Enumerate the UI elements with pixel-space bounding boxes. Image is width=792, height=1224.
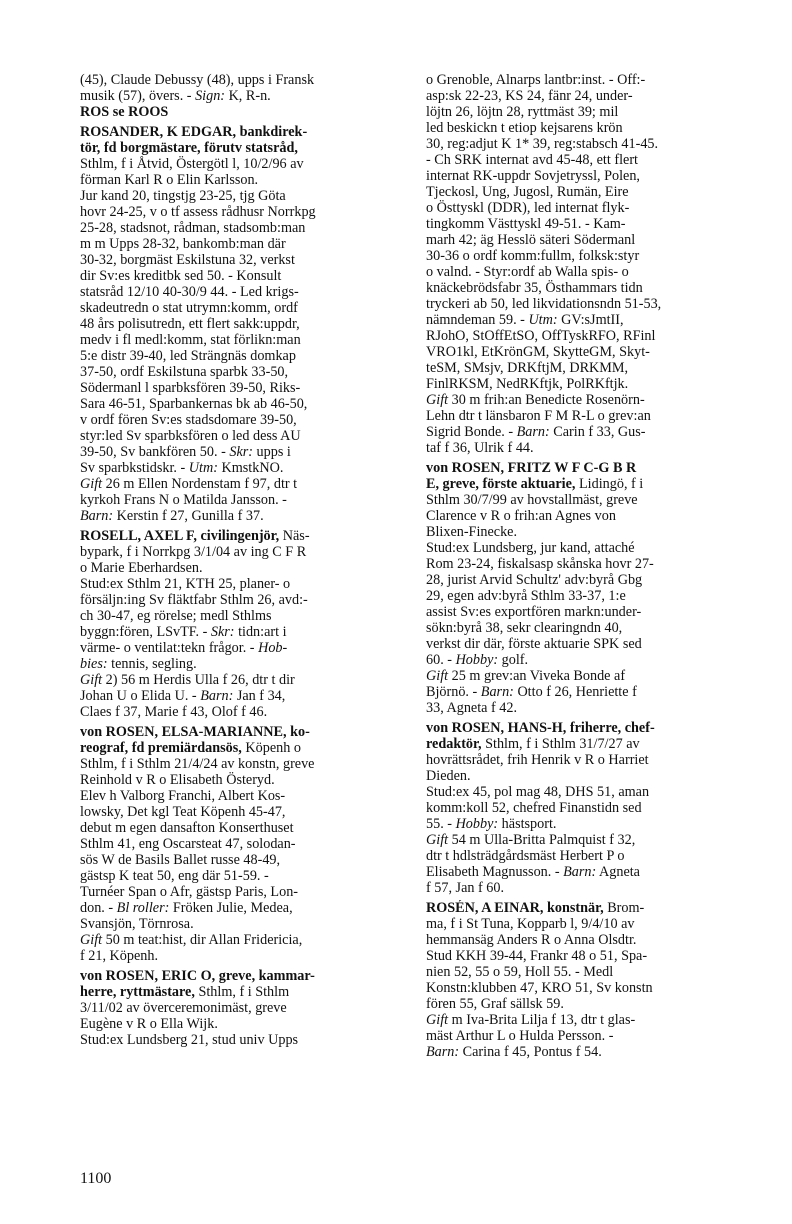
text-line [80,172,408,188]
text-line [80,140,408,156]
body-text: Näs- [279,528,310,544]
body-text: RJohO, StOffEtSO, OffTyskRFO, RFinl [426,328,656,344]
text-line [426,344,754,360]
body-text: Sthlm, f i Åtvid, Östergötl l, 10/2/96 av [80,156,304,172]
text-line [426,72,754,88]
text-line [80,948,408,964]
text-line [80,788,408,804]
body-text: hemmansäg Anders R o Anna Olsdtr. [426,932,637,948]
body-text: 33, Agneta f 42. [426,700,518,716]
field-label-text: Barn: [426,1044,460,1060]
entry-heading-text: ROSÉN, A EINAR, konstnär, [426,900,604,916]
text-line [80,560,408,576]
body-text: Blixen-Finecke. [426,524,518,540]
body-text: Lehn dtr t länsbaron F M R-L o grev:an [426,408,651,424]
text-line [426,168,754,184]
body-text: VRO1kl, EtKrönGM, SkytteGM, Skyt- [426,344,650,360]
field-label-text: Gift [426,1012,449,1028]
body-text: fören 55, Graf sällsk 59. [426,996,564,1012]
text-line [80,332,408,348]
field-label-text: Gift [80,932,103,948]
body-text: löjtn 26, löjtn 28, ryttmäst 39; mil [426,104,619,120]
text-line [426,460,754,476]
body-text: marh 42; äg Hesslö säteri Södermanl [426,232,636,248]
text-line [426,232,754,248]
body-text: medv i fl medl:komm, stat förlikn:man [80,332,301,348]
body-text: led beskickn t etiop kejsarens krön [426,120,623,136]
body-text: hästsport. [498,816,557,832]
body-text: Sthlm, f i Sthlm 21/4/24 av konstn, greve [80,756,315,772]
text-line [426,588,754,604]
field-label-text: Gift [426,668,449,684]
text-line [426,736,754,752]
text-line [426,312,754,328]
body-text: 3/11/02 av överceremonimäst, greve [80,1000,287,1016]
text-line [80,968,408,984]
text-line [80,528,408,544]
body-text: Björnö. - [426,684,481,700]
text-line [80,88,408,104]
entry-heading-text: von ROSEN, ELSA-MARIANNE, ko- [80,724,310,740]
body-text: Stud:ex Lundsberg, jur kand, attaché [426,540,635,556]
text-line [80,508,408,524]
body-text: asp:sk 22-23, KS 24, fänr 24, under- [426,88,633,104]
text-line [80,820,408,836]
body-text: 25 m grev:an Viveka Bonde af [448,668,626,684]
body-text: m Iva-Brita Lilja f 13, dtr t glas- [448,1012,636,1028]
body-text: o valnd. - Styr:ordf ab Walla spis- o [426,264,629,280]
body-text: Sara 46-51, Sparbankernas bk ab 46-50, [80,396,308,412]
text-line [426,152,754,168]
field-label-text: Gift [80,476,103,492]
body-text: Dieden. [426,768,471,784]
body-text: Claes f 37, Marie f 43, Olof f 46. [80,704,268,720]
body-text: knäckebrödsfabr 35, Östhammars tidn [426,280,643,296]
text-line [426,360,754,376]
body-text: Agneta [596,864,640,880]
body-text: internat RK-uppdr Sovjetryssl, Polen, [426,168,640,184]
text-line [80,756,408,772]
body-text: Lidingö, f i [575,476,644,492]
body-text: m m Upps 28-32, bankomb:man där [80,236,286,252]
text-line [426,408,754,424]
text-line [80,868,408,884]
body-text: 30-36 o ordf komm:fullm, folksk:styr [426,248,640,264]
text-line [80,576,408,592]
body-text: Carin f 33, Gus- [549,424,646,440]
body-text: Elev h Valborg Franchi, Albert Kos- [80,788,286,804]
body-text: dtr t hdlsträdgårdsmäst Herbert P o [426,848,625,864]
body-text: Johan U o Elida U. - [80,688,201,704]
text-line [80,1016,408,1032]
body-text: förman Karl R o Elin Karlsson. [80,172,259,188]
body-text: kyrkoh Frans N o Matilda Jansson. - [80,492,287,508]
text-line [80,984,408,1000]
text-line [80,300,408,316]
body-text: 30 m frih:an Benedicte Rosenörn- [448,392,645,408]
text-line [80,852,408,868]
text-line [426,264,754,280]
text-line [80,1032,408,1048]
body-text: 30, reg:adjut K 1* 39, reg:stabsch 41-45. [426,136,659,152]
field-label-text: Skr: [229,444,253,460]
text-line [426,104,754,120]
body-text: statsråd 12/10 40-30/9 44. - Led krigs- [80,284,299,300]
text-line [426,184,754,200]
field-label-text: Hobby: [455,652,499,668]
text-line [426,948,754,964]
text-line [80,72,408,88]
text-line [80,156,408,172]
body-text: hovr 24-25, v o tf assess rådhusr Norrkpg [80,204,316,220]
text-line [80,624,408,640]
body-text: 5:e distr 39-40, led Strängnäs domkap [80,348,296,364]
entry-heading-text: ROSANDER, K EDGAR, bankdirek- [80,124,308,140]
text-line [426,880,754,896]
body-text: försäljn:ing Sv fläktfabr Sthlm 26, avd:- [80,592,308,608]
body-text: Sthlm 41, eng Oscarsteat 47, solodan- [80,836,296,852]
text-line [80,688,408,704]
body-text: Elisabeth Magnusson. - [426,864,564,880]
text-line [426,88,754,104]
body-text: KmstkNO. [217,460,284,476]
body-text: Stud KKH 39-44, Frankr 48 o 51, Spa- [426,948,648,964]
text-line [80,656,408,672]
text-line [80,236,408,252]
field-label-text: Gift [80,672,103,688]
text-line [80,740,408,756]
body-text: Jur kand 20, tingstjg 23-25, tjg Göta [80,188,286,204]
text-line [426,816,754,832]
body-text: Sv sparbkstidskr. - [80,460,189,476]
left-column [80,72,408,1048]
body-text: Tjeckosl, Ung, Jugosl, Rumän, Eire [426,184,629,200]
text-line [80,704,408,720]
text-line [426,540,754,556]
text-line [426,752,754,768]
body-text: sökn:byrå 38, sekr clearingndn 40, [426,620,623,636]
body-text: Svansjön, Törnrosa. [80,916,194,932]
text-line [80,412,408,428]
text-line [426,572,754,588]
field-label-text: Barn: [516,424,550,440]
text-line [80,640,408,656]
text-line [426,668,754,684]
body-text: 54 m Ulla-Britta Palmquist f 32, [448,832,636,848]
body-text: dir Sv:es kreditbk sed 50. - Konsult [80,268,282,284]
text-line [80,884,408,900]
text-line [426,620,754,636]
body-text: nien 52, 55 o 59, Holl 55. - Medl [426,964,614,980]
text-line [426,848,754,864]
text-line [426,932,754,948]
body-text: ch 30-47, eg rörelse; medl Sthlms [80,608,272,624]
body-text: byggn:fören, LSvTF. - [80,624,211,640]
text-line [80,316,408,332]
entry-heading-text: ROS se ROOS [80,104,169,120]
text-line [80,672,408,688]
entry-heading-text: redaktör, [426,736,482,752]
text-line [80,1000,408,1016]
body-text: Reinhold v R o Elisabeth Österyd. [80,772,275,788]
body-text: Fröken Julie, Medea, [169,900,293,916]
body-text: Konstn:klubben 47, KRO 51, Sv konstn [426,980,653,996]
text-line [80,204,408,220]
field-label-text: Utm: [188,460,218,476]
page-number: 1100 [80,1170,112,1187]
body-text: komm:koll 52, chefred Finanstidn sed [426,800,642,816]
text-line [80,804,408,820]
body-text: v ordf fören Sv:es stadsdomare 39-50, [80,412,297,428]
field-label-text: Bl roller: [116,900,170,916]
field-label-text: Barn: [480,684,514,700]
body-text: Sigrid Bonde. - [426,424,517,440]
body-text: sös W de Basils Ballet russe 48-49, [80,852,281,868]
body-text: Otto f 26, Henriette f [513,684,637,700]
right-column [426,72,754,1060]
body-text: teSM, SMsjv, DRKftjM, DRKMM, [426,360,629,376]
text-line [80,380,408,396]
text-line [80,284,408,300]
text-line [80,252,408,268]
text-line [80,836,408,852]
entry-heading-text: ROSELL, AXEL F, civilingenjör, [80,528,280,544]
text-line [426,280,754,296]
body-text: - Ch SRK internat avd 45-48, ett flert [426,152,638,168]
field-label-text: Sign: [195,88,226,104]
text-line [80,608,408,624]
body-text: Brom- [603,900,645,916]
body-text: Stud:ex 45, pol mag 48, DHS 51, aman [426,784,650,800]
text-line [426,916,754,932]
body-text: o Marie Eberhardsen. [80,560,203,576]
text-line [80,900,408,916]
text-line [426,120,754,136]
entry-heading-text: tör, fd borgmästare, förutv statsråd, [80,140,298,156]
body-text: verkst dir där, förste aktuarie SPK sed [426,636,642,652]
body-text: 60. - [426,652,456,668]
text-line [426,216,754,232]
field-label-text: Barn: [80,508,114,524]
text-line [80,124,408,140]
text-line [426,636,754,652]
body-text: Eugène v R o Ella Wijk. [80,1016,218,1032]
text-line [426,508,754,524]
text-line [80,592,408,608]
text-line [426,200,754,216]
text-line [426,1012,754,1028]
text-line [80,364,408,380]
text-line [426,864,754,880]
text-line [80,188,408,204]
body-text: Jan f 34, [233,688,286,704]
body-text: Stud:ex Lundsberg 21, stud univ Upps [80,1032,299,1048]
text-line [426,476,754,492]
body-text: 48 års polisutredn, ett flert sakk:uppdr, [80,316,300,332]
entry-heading-text: von ROSEN, FRITZ W F C-G B R [426,460,637,476]
body-text: K, R-n. [225,88,271,104]
text-line [80,104,408,120]
body-text: ma, f i St Tuna, Kopparb l, 9/4/10 av [426,916,635,932]
body-text: Södermanl l sparbksfören 39-50, Riks- [80,380,301,396]
body-text: (45), Claude Debussy (48), upps i Fransk [80,72,315,88]
text-line [426,556,754,572]
body-text: lowsky, Det kgl Teat Köpenh 45-47, [80,804,286,820]
body-text: Köpenh o [241,740,301,756]
text-line [80,724,408,740]
text-line [80,444,408,460]
entry-heading-text: von ROSEN, HANS-H, friherre, chef- [426,720,655,736]
body-text: tryckeri ab 50, led likvidationsndn 51-53, [426,296,662,312]
body-text: 39-50, Sv bankfören 50. - [80,444,230,460]
body-text: 30-32, borgmäst Eskilstuna 32, verkst [80,252,295,268]
text-line [426,700,754,716]
body-text: tennis, segling. [107,656,197,672]
body-text: 28, jurist Arvid Schultz' adv:byrå Gbg [426,572,643,588]
text-line [426,524,754,540]
text-line [426,684,754,700]
text-line [80,544,408,560]
body-text: skadeutredn o stat utrymn:komm, ordf [80,300,298,316]
body-text: Sthlm, f i Sthlm [194,984,290,1000]
text-line [426,832,754,848]
body-text: debut m egen dansafton Konserthuset [80,820,294,836]
field-label-text: Gift [426,392,449,408]
field-label-text: Hob- [258,640,288,656]
text-line [426,376,754,392]
body-text: o Östtyskl (DDR), led internat flyk- [426,200,630,216]
text-line [426,1028,754,1044]
text-line [426,296,754,312]
text-line [80,348,408,364]
text-line [426,800,754,816]
text-line [426,492,754,508]
body-text: nämndeman 59. - [426,312,529,328]
body-text: f 57, Jan f 60. [426,880,505,896]
text-line [426,980,754,996]
body-text: don. - [80,900,117,916]
text-line [426,136,754,152]
body-text: 37-50, ordf Eskilstuna sparbk 33-50, [80,364,289,380]
field-label-text: Utm: [528,312,558,328]
body-text: upps i [252,444,291,460]
text-line [426,392,754,408]
body-text: Sthlm, f i Sthlm 31/7/27 av [481,736,640,752]
entry-heading-text: von ROSEN, ERIC O, greve, kammar- [80,968,315,984]
entry-heading-text: reograf, fd premiärdansös, [80,740,242,756]
text-line [80,460,408,476]
text-line [80,396,408,412]
text-line [80,772,408,788]
body-text: f 21, Köpenh. [80,948,159,964]
body-text: Carina f 45, Pontus f 54. [459,1044,602,1060]
text-line [80,428,408,444]
body-text: gästsp K teat 50, eng där 51-59. - [80,868,269,884]
text-line [426,900,754,916]
body-text: mäst Arthur L o Hulda Persson. - [426,1028,614,1044]
body-text: musik (57), övers. - [80,88,196,104]
field-label-text: bies: [80,656,108,672]
body-text: 2) 56 m Herdis Ulla f 26, dtr t dir [102,672,295,688]
text-line [426,328,754,344]
body-text: 55. - [426,816,456,832]
field-label-text: Barn: [200,688,234,704]
body-text: Turnéer Span o Afr, gästsp Paris, Lon- [80,884,299,900]
field-label-text: Hobby: [455,816,499,832]
text-line [426,440,754,456]
text-line [426,652,754,668]
entry-heading-text: E, greve, förste aktuarie, [426,476,576,492]
text-line [80,916,408,932]
body-text: Stud:ex Sthlm 21, KTH 25, planer- o [80,576,291,592]
text-line [426,996,754,1012]
body-text: golf. [498,652,529,668]
body-text: o Grenoble, Alnarps lantbr:inst. - Off:- [426,72,646,88]
body-text: styr:led Sv sparbksfören o led dess AU [80,428,301,444]
text-line [426,768,754,784]
field-label-text: Skr: [210,624,235,640]
entry-heading-text: herre, ryttmästare, [80,984,195,1000]
body-text: 50 m teat:hist, dir Allan Fridericia, [102,932,303,948]
body-text: Sthlm 30/7/99 av hovstallmäst, greve [426,492,638,508]
text-line [426,424,754,440]
body-text: 25-28, stadsnot, rådman, stadsomb:man [80,220,306,236]
body-text: värme- o ventilat:tekn frågor. - [80,640,259,656]
body-text: GV:sJmtII, [557,312,624,328]
text-line [80,932,408,948]
body-text: 29, egen adv:byrå Sthlm 33-37, 1:e [426,588,626,604]
text-line [426,248,754,264]
body-text: assist Sv:es exportfören markn:under- [426,604,642,620]
text-line [426,964,754,980]
text-line [80,492,408,508]
field-label-text: Gift [426,832,449,848]
body-text: Clarence v R o frih:an Agnes von [426,508,616,524]
text-line [426,720,754,736]
body-text: Kerstin f 27, Gunilla f 37. [113,508,264,524]
body-text: Rom 23-24, fiskalsasp skånska hovr 27- [426,556,654,572]
text-line [80,268,408,284]
body-text: hovrättsrådet, frih Henrik v R o Harriet [426,752,649,768]
text-line [80,220,408,236]
text-line [426,784,754,800]
text-line [426,604,754,620]
body-text: tingkomm Västtyskl 49-51. - Kam- [426,216,626,232]
body-text: taf f 36, Ulrik f 44. [426,440,534,456]
body-text: bypark, f i Norrkpg 3/1/04 av ing C F R [80,544,307,560]
body-text: FinlRKSM, NedRKftjk, PolRKftjk. [426,376,629,392]
text-line [426,1044,754,1060]
text-line [80,476,408,492]
body-text: 26 m Ellen Nordenstam f 97, dtr t [102,476,298,492]
body-text: tidn:art i [234,624,287,640]
field-label-text: Barn: [563,864,597,880]
